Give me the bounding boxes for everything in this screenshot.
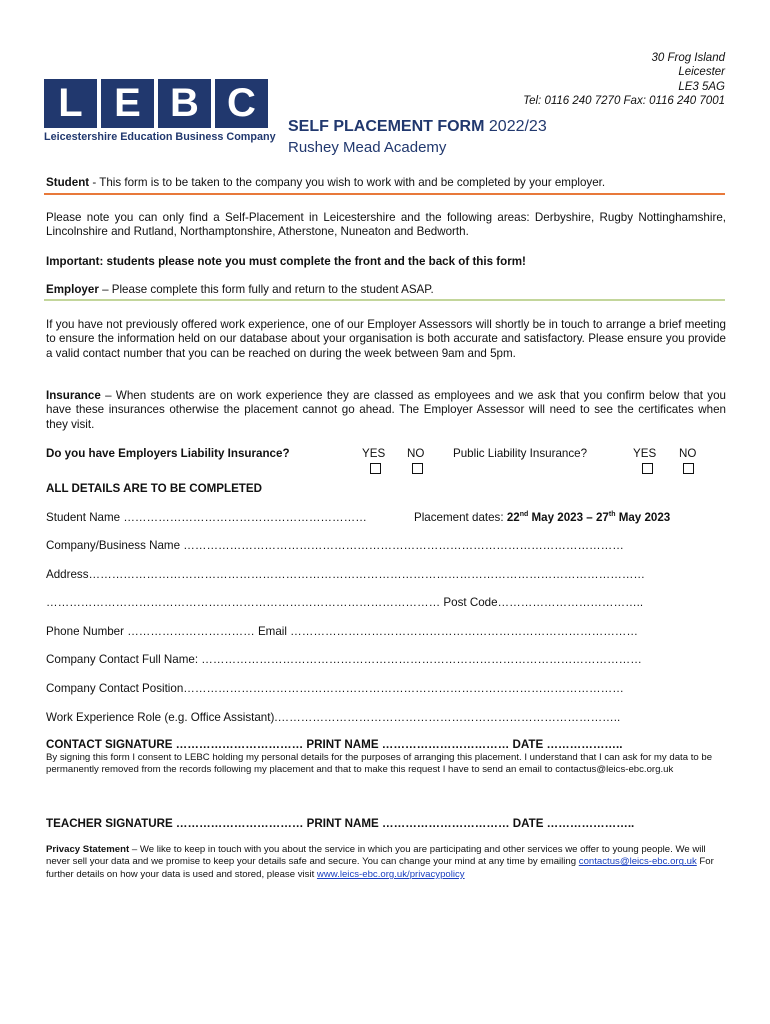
- employers-no-checkbox[interactable]: [412, 463, 423, 474]
- form-title-text: SELF PLACEMENT FORM: [288, 118, 485, 135]
- public-liability-question: Public Liability Insurance?: [453, 447, 588, 460]
- phone-email-field[interactable]: Phone Number …………………………… Email ………………………………………………………………………………: [46, 625, 638, 638]
- teacher-signature-line[interactable]: TEACHER SIGNATURE …………………………… PRINT NAME …………………………… DATE …………………..: [46, 817, 635, 830]
- insurance-label: Insurance: [46, 389, 101, 402]
- address-postcode-field[interactable]: ………………………………………………………………………………………… Post Code………………………………..: [46, 596, 644, 609]
- important-note: Important: students please note you must complete the front and the back of this form!: [46, 255, 526, 268]
- public-yes-label: YES: [633, 447, 657, 460]
- address-line-3: LE3 5AG: [678, 80, 725, 93]
- placement-start-day: 22: [506, 511, 520, 524]
- contact-position-field[interactable]: Company Contact Position……………………………………………………………………………………………………: [46, 682, 624, 695]
- employers-yes-label: YES: [362, 447, 386, 460]
- logo-letter-c: C: [215, 79, 268, 128]
- student-label: Student: [46, 176, 90, 189]
- privacy-label: Privacy Statement: [46, 844, 130, 855]
- employer-intro-text: – Please complete this form fully and return to the student ASAP.: [98, 283, 434, 296]
- student-intro-text: - This form is to be taken to the company you wish to work with and be completed by your employer.: [89, 176, 606, 189]
- form-title: [288, 118, 547, 136]
- details-heading: ALL DETAILS ARE TO BE COMPLETED: [46, 482, 262, 495]
- lebc-logo: [44, 79, 276, 143]
- address-phone-fax: Tel: 0116 240 7270 Fax: 0116 240 7001: [523, 94, 725, 107]
- privacy-email-link[interactable]: contactus@leics-ebc.org.uk: [578, 856, 697, 868]
- areas-note: Please note you can only find a Self-Placement in Leicestershire and the following areas: Derbyshire, Rugby Nottinghamshire, Lincolnshire and Rutland, Northamptonshire, Atherstone, Nuneaton and Bedworth.: [46, 211, 726, 239]
- employers-liability-question: Do you have Employers Liability Insurance?: [46, 447, 290, 460]
- work-role-field[interactable]: Work Experience Role (e.g. Office Assistant).……………………………………………………………………………..: [46, 711, 621, 724]
- student-name-field[interactable]: Student Name ………………………………………………………: [46, 511, 367, 524]
- school-name: Rushey Mead Academy: [288, 139, 447, 156]
- placement-end: May 2023: [615, 511, 671, 524]
- privacy-statement: [46, 844, 728, 881]
- consent-text: By signing this form I consent to LEBC holding my personal details for the purposes of arranging this placement. I understand that I can ask for my data to be permanently removed from the records following my placement and that to make this request I have to send an email to contactus@leics-ebc.org.uk: [46, 752, 713, 776]
- insurance-note: [46, 389, 726, 432]
- public-no-checkbox[interactable]: [683, 463, 694, 474]
- employers-yes-checkbox[interactable]: [370, 463, 381, 474]
- address-field[interactable]: Address………………………………………………………………………………………………………………………………: [46, 568, 646, 581]
- contact-signature-line[interactable]: CONTACT SIGNATURE …………………………… PRINT NAME …………………………… DATE ………………..: [46, 738, 623, 751]
- address-line-1: 30 Frog Island: [651, 52, 725, 64]
- insurance-text: – When students are on work experience they are classed as employees and we ask that you confirm below that you have these insurances otherwise the placement cannot go ahead. The Employer Assessor will need to see the certificates when they visit.: [46, 389, 726, 431]
- employer-intro: [46, 283, 726, 297]
- public-no-label: NO: [679, 447, 697, 460]
- placement-start-suffix: nd: [519, 511, 529, 519]
- logo-letter-e: E: [101, 79, 154, 128]
- privacy-text-1: – We like to keep in touch with you about the service in which you are participating and other services we offer to young people. We will never sell your data and we promise to keep your details safe and secure. You can change your mind at any time by emailing: [46, 844, 706, 868]
- placement-dates-label: Placement dates:: [414, 511, 507, 524]
- orange-divider: [44, 193, 725, 195]
- student-intro: [46, 176, 726, 190]
- assessor-note: If you have not previously offered work experience, one of our Employer Assessors will shortly be in touch to arrange a brief meeting to ensure the information held on our database about your organisation is both accurate and satisfactory. Please ensure you provide a valid contact number that you can be reached on during the week between 9am and 5pm.: [46, 318, 726, 360]
- privacy-policy-link[interactable]: www.leics-ebc.org.uk/privacypolicy: [316, 868, 465, 880]
- placement-middle: May 2023 – 27: [528, 511, 609, 524]
- company-name-field[interactable]: Company/Business Name ……………………………………………………………………………………………………: [46, 539, 624, 552]
- privacy-text-2: For further details on how your data is used and stored, please visit: [46, 856, 714, 880]
- form-year: 2022/23: [488, 118, 547, 135]
- logo-letter-b: B: [158, 79, 211, 128]
- employer-label: Employer: [46, 283, 99, 296]
- employers-no-label: NO: [407, 447, 425, 460]
- address-line-2: Leicester: [678, 66, 725, 79]
- public-yes-checkbox[interactable]: [642, 463, 653, 474]
- contact-name-field[interactable]: Company Contact Full Name: ……………………………………………………………………………………………………: [46, 653, 642, 666]
- logo-company-name: Leicestershire Education Business Company: [44, 131, 276, 143]
- green-divider: [44, 299, 725, 301]
- logo-letter-l: L: [44, 79, 97, 128]
- placement-dates: [414, 511, 670, 524]
- company-address: [523, 51, 725, 108]
- placement-end-suffix: th: [608, 511, 616, 519]
